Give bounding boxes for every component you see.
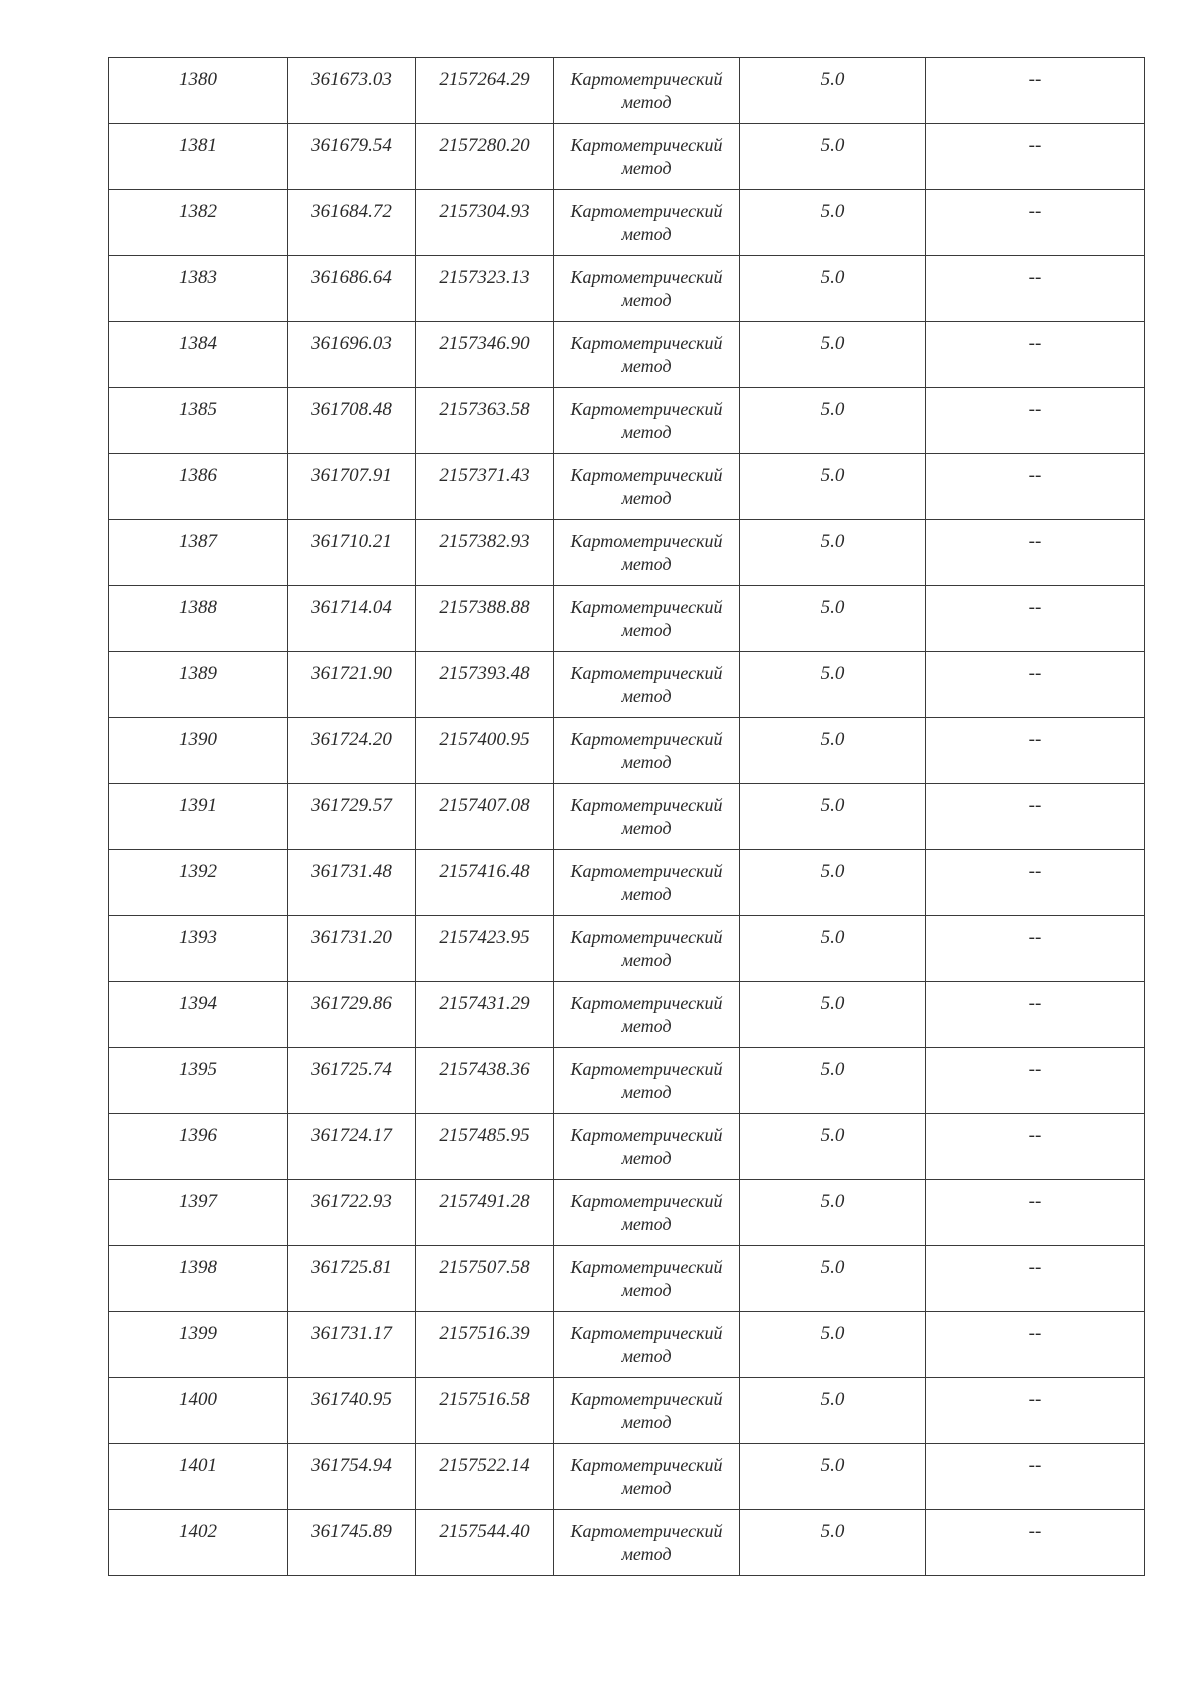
- method-label-line1: Картометрический: [570, 465, 723, 485]
- point-number-cell: 1402: [109, 1510, 288, 1576]
- note-cell: --: [926, 1246, 1145, 1312]
- x-coordinate-cell: 361714.04: [288, 586, 416, 652]
- accuracy-cell: 5.0: [740, 388, 926, 454]
- x-coordinate-cell: 361721.90: [288, 652, 416, 718]
- y-coordinate-cell: 2157516.58: [416, 1378, 554, 1444]
- y-coordinate-cell: 2157393.48: [416, 652, 554, 718]
- point-number-cell: 1399: [109, 1312, 288, 1378]
- method-label-line2: метод: [621, 1280, 672, 1300]
- note-cell: --: [926, 586, 1145, 652]
- accuracy-cell: 5.0: [740, 322, 926, 388]
- y-coordinate-cell: 2157544.40: [416, 1510, 554, 1576]
- method-label-line2: метод: [621, 1082, 672, 1102]
- method-cell: [554, 1510, 740, 1576]
- method-label-line2: метод: [621, 290, 672, 310]
- note-cell: --: [926, 850, 1145, 916]
- table-row: [109, 1378, 1145, 1444]
- method-label-line1: Картометрический: [570, 663, 723, 683]
- note-cell: --: [926, 784, 1145, 850]
- method-label-line1: Картометрический: [570, 1191, 723, 1211]
- table-row: [109, 586, 1145, 652]
- note-cell: --: [926, 520, 1145, 586]
- table-row: [109, 916, 1145, 982]
- method-label-line1: Картометрический: [570, 531, 723, 551]
- method-cell: [554, 1048, 740, 1114]
- point-number-cell: 1388: [109, 586, 288, 652]
- accuracy-cell: 5.0: [740, 190, 926, 256]
- y-coordinate-cell: 2157423.95: [416, 916, 554, 982]
- x-coordinate-cell: 361724.20: [288, 718, 416, 784]
- y-coordinate-cell: 2157485.95: [416, 1114, 554, 1180]
- method-label-line1: Картометрический: [570, 69, 723, 89]
- accuracy-cell: 5.0: [740, 1114, 926, 1180]
- point-number-cell: 1396: [109, 1114, 288, 1180]
- method-label-line1: Картометрический: [570, 1389, 723, 1409]
- point-number-cell: 1387: [109, 520, 288, 586]
- method-cell: [554, 784, 740, 850]
- method-cell: [554, 586, 740, 652]
- method-cell: [554, 124, 740, 190]
- y-coordinate-cell: 2157323.13: [416, 256, 554, 322]
- table-row: [109, 388, 1145, 454]
- x-coordinate-cell: 361725.74: [288, 1048, 416, 1114]
- method-label-line2: метод: [621, 1214, 672, 1234]
- x-coordinate-cell: 361729.86: [288, 982, 416, 1048]
- method-label-line2: метод: [621, 752, 672, 772]
- method-label-line2: метод: [621, 686, 672, 706]
- accuracy-cell: 5.0: [740, 916, 926, 982]
- point-number-cell: 1382: [109, 190, 288, 256]
- table-row: [109, 850, 1145, 916]
- y-coordinate-cell: 2157382.93: [416, 520, 554, 586]
- accuracy-cell: 5.0: [740, 850, 926, 916]
- table-row: [109, 1180, 1145, 1246]
- method-label-line2: метод: [621, 554, 672, 574]
- point-number-cell: 1393: [109, 916, 288, 982]
- x-coordinate-cell: 361684.72: [288, 190, 416, 256]
- table-row: [109, 256, 1145, 322]
- y-coordinate-cell: 2157407.08: [416, 784, 554, 850]
- method-cell: [554, 520, 740, 586]
- point-number-cell: 1380: [109, 58, 288, 124]
- x-coordinate-cell: 361679.54: [288, 124, 416, 190]
- method-label-line2: метод: [621, 158, 672, 178]
- method-cell: [554, 322, 740, 388]
- table-row: [109, 1510, 1145, 1576]
- method-label-line2: метод: [621, 1478, 672, 1498]
- method-label-line1: Картометрический: [570, 333, 723, 353]
- accuracy-cell: 5.0: [740, 520, 926, 586]
- note-cell: --: [926, 1312, 1145, 1378]
- y-coordinate-cell: 2157507.58: [416, 1246, 554, 1312]
- method-cell: [554, 652, 740, 718]
- x-coordinate-cell: 361754.94: [288, 1444, 416, 1510]
- method-label-line1: Картометрический: [570, 729, 723, 749]
- accuracy-cell: 5.0: [740, 124, 926, 190]
- x-coordinate-cell: 361731.17: [288, 1312, 416, 1378]
- note-cell: --: [926, 124, 1145, 190]
- method-label-line1: Картометрический: [570, 135, 723, 155]
- method-label-line2: метод: [621, 950, 672, 970]
- method-label-line1: Картометрический: [570, 1323, 723, 1343]
- note-cell: --: [926, 454, 1145, 520]
- table-row: [109, 520, 1145, 586]
- point-number-cell: 1395: [109, 1048, 288, 1114]
- table-row: [109, 1312, 1145, 1378]
- x-coordinate-cell: 361731.20: [288, 916, 416, 982]
- method-label-line1: Картометрический: [570, 1521, 723, 1541]
- y-coordinate-cell: 2157516.39: [416, 1312, 554, 1378]
- y-coordinate-cell: 2157400.95: [416, 718, 554, 784]
- method-cell: [554, 190, 740, 256]
- table-row: [109, 124, 1145, 190]
- accuracy-cell: 5.0: [740, 256, 926, 322]
- point-number-cell: 1401: [109, 1444, 288, 1510]
- y-coordinate-cell: 2157280.20: [416, 124, 554, 190]
- method-cell: [554, 1312, 740, 1378]
- method-label-line2: метод: [621, 620, 672, 640]
- table-row: [109, 1114, 1145, 1180]
- method-cell: [554, 1180, 740, 1246]
- y-coordinate-cell: 2157371.43: [416, 454, 554, 520]
- accuracy-cell: 5.0: [740, 1180, 926, 1246]
- y-coordinate-cell: 2157438.36: [416, 1048, 554, 1114]
- point-number-cell: 1397: [109, 1180, 288, 1246]
- note-cell: --: [926, 1444, 1145, 1510]
- note-cell: --: [926, 718, 1145, 784]
- table-row: [109, 322, 1145, 388]
- point-number-cell: 1398: [109, 1246, 288, 1312]
- method-cell: [554, 58, 740, 124]
- table-row: [109, 982, 1145, 1048]
- method-cell: [554, 1114, 740, 1180]
- x-coordinate-cell: 361745.89: [288, 1510, 416, 1576]
- accuracy-cell: 5.0: [740, 1246, 926, 1312]
- x-coordinate-cell: 361686.64: [288, 256, 416, 322]
- table-row: [109, 1048, 1145, 1114]
- x-coordinate-cell: 361725.81: [288, 1246, 416, 1312]
- method-cell: [554, 454, 740, 520]
- method-cell: [554, 1246, 740, 1312]
- method-label-line2: метод: [621, 1016, 672, 1036]
- table-row: [109, 58, 1145, 124]
- table-row: [109, 454, 1145, 520]
- note-cell: --: [926, 1048, 1145, 1114]
- method-label-line1: Картометрический: [570, 795, 723, 815]
- note-cell: --: [926, 982, 1145, 1048]
- point-number-cell: 1386: [109, 454, 288, 520]
- method-label-line1: Картометрический: [570, 399, 723, 419]
- method-label-line2: метод: [621, 224, 672, 244]
- table-row: [109, 784, 1145, 850]
- note-cell: --: [926, 58, 1145, 124]
- x-coordinate-cell: 361673.03: [288, 58, 416, 124]
- point-number-cell: 1390: [109, 718, 288, 784]
- y-coordinate-cell: 2157416.48: [416, 850, 554, 916]
- method-label-line2: метод: [621, 92, 672, 112]
- method-label-line1: Картометрический: [570, 1257, 723, 1277]
- method-label-line1: Картометрический: [570, 993, 723, 1013]
- x-coordinate-cell: 361729.57: [288, 784, 416, 850]
- y-coordinate-cell: 2157363.58: [416, 388, 554, 454]
- point-number-cell: 1381: [109, 124, 288, 190]
- note-cell: --: [926, 652, 1145, 718]
- y-coordinate-cell: 2157491.28: [416, 1180, 554, 1246]
- method-label-line1: Картометрический: [570, 1059, 723, 1079]
- method-label-line2: метод: [621, 884, 672, 904]
- y-coordinate-cell: 2157304.93: [416, 190, 554, 256]
- method-label-line2: метод: [621, 1148, 672, 1168]
- table-body: [109, 58, 1145, 1576]
- method-label-line2: метод: [621, 422, 672, 442]
- point-number-cell: 1394: [109, 982, 288, 1048]
- accuracy-cell: 5.0: [740, 58, 926, 124]
- accuracy-cell: 5.0: [740, 1048, 926, 1114]
- method-cell: [554, 850, 740, 916]
- x-coordinate-cell: 361722.93: [288, 1180, 416, 1246]
- note-cell: --: [926, 916, 1145, 982]
- accuracy-cell: 5.0: [740, 718, 926, 784]
- accuracy-cell: 5.0: [740, 1444, 926, 1510]
- method-cell: [554, 718, 740, 784]
- x-coordinate-cell: 361710.21: [288, 520, 416, 586]
- point-number-cell: 1384: [109, 322, 288, 388]
- accuracy-cell: 5.0: [740, 784, 926, 850]
- note-cell: --: [926, 1180, 1145, 1246]
- method-cell: [554, 982, 740, 1048]
- method-cell: [554, 916, 740, 982]
- accuracy-cell: 5.0: [740, 586, 926, 652]
- method-label-line2: метод: [621, 1346, 672, 1366]
- note-cell: --: [926, 388, 1145, 454]
- method-cell: [554, 1378, 740, 1444]
- x-coordinate-cell: 361731.48: [288, 850, 416, 916]
- method-cell: [554, 256, 740, 322]
- x-coordinate-cell: 361724.17: [288, 1114, 416, 1180]
- y-coordinate-cell: 2157431.29: [416, 982, 554, 1048]
- coordinates-table: [108, 57, 1145, 1576]
- point-number-cell: 1392: [109, 850, 288, 916]
- note-cell: --: [926, 1378, 1145, 1444]
- point-number-cell: 1389: [109, 652, 288, 718]
- note-cell: --: [926, 256, 1145, 322]
- method-label-line2: метод: [621, 1412, 672, 1432]
- x-coordinate-cell: 361740.95: [288, 1378, 416, 1444]
- note-cell: --: [926, 1114, 1145, 1180]
- point-number-cell: 1385: [109, 388, 288, 454]
- method-label-line1: Картометрический: [570, 861, 723, 881]
- method-label-line2: метод: [621, 488, 672, 508]
- method-label-line1: Картометрический: [570, 927, 723, 947]
- table-row: [109, 1246, 1145, 1312]
- method-label-line1: Картометрический: [570, 267, 723, 287]
- accuracy-cell: 5.0: [740, 1312, 926, 1378]
- method-cell: [554, 388, 740, 454]
- method-label-line2: метод: [621, 818, 672, 838]
- x-coordinate-cell: 361708.48: [288, 388, 416, 454]
- x-coordinate-cell: 361696.03: [288, 322, 416, 388]
- y-coordinate-cell: 2157388.88: [416, 586, 554, 652]
- method-label-line1: Картометрический: [570, 597, 723, 617]
- note-cell: --: [926, 1510, 1145, 1576]
- table-row: [109, 652, 1145, 718]
- method-label-line1: Картометрический: [570, 201, 723, 221]
- y-coordinate-cell: 2157346.90: [416, 322, 554, 388]
- accuracy-cell: 5.0: [740, 652, 926, 718]
- method-cell: [554, 1444, 740, 1510]
- x-coordinate-cell: 361707.91: [288, 454, 416, 520]
- note-cell: --: [926, 322, 1145, 388]
- accuracy-cell: 5.0: [740, 1378, 926, 1444]
- accuracy-cell: 5.0: [740, 1510, 926, 1576]
- point-number-cell: 1400: [109, 1378, 288, 1444]
- table-row: [109, 190, 1145, 256]
- method-label-line2: метод: [621, 1544, 672, 1564]
- y-coordinate-cell: 2157522.14: [416, 1444, 554, 1510]
- point-number-cell: 1391: [109, 784, 288, 850]
- table-row: [109, 1444, 1145, 1510]
- method-label-line2: метод: [621, 356, 672, 376]
- point-number-cell: 1383: [109, 256, 288, 322]
- accuracy-cell: 5.0: [740, 454, 926, 520]
- method-label-line1: Картометрический: [570, 1455, 723, 1475]
- accuracy-cell: 5.0: [740, 982, 926, 1048]
- y-coordinate-cell: 2157264.29: [416, 58, 554, 124]
- note-cell: --: [926, 190, 1145, 256]
- table-row: [109, 718, 1145, 784]
- method-label-line1: Картометрический: [570, 1125, 723, 1145]
